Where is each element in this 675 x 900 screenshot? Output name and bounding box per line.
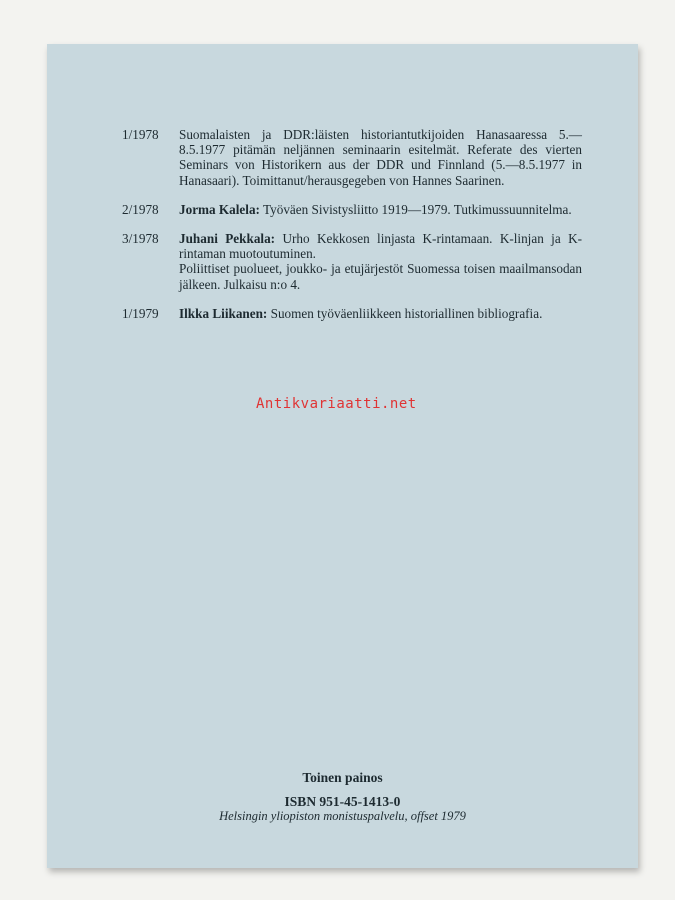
publication-series: Poliittiset puolueet, joukko- ja etujärjestöt Suomessa toisen maailmansodan jälkeen. Julkaisu n:o 4. [179,261,582,292]
printer-note: Helsingin yliopiston monistuspalvelu, offset 1979 [219,809,466,823]
publication-entry [122,231,582,292]
publication-number: 1/1978 [122,127,159,142]
isbn: ISBN 951-45-1413-0 [284,794,401,809]
publication-entry [122,306,582,321]
publication-author: Juhani Pekkala: [179,231,276,247]
publication-title: Urho Kekkosen linjasta K-rintamaan. K-linjan ja K-rintaman muotoutuminen. [179,231,582,262]
publication-number: 3/1978 [122,231,159,247]
publication-entry [122,127,582,188]
publication-number: 2/1978 [122,201,159,217]
publication-title: Työväen Sivistysliitto 1919—1979. Tutkimussuunnitelma. [263,201,572,217]
publication-list [122,127,582,335]
publication-number: 1/1979 [122,305,159,321]
watermark: Antikvariaatti.net [256,396,417,412]
back-cover [47,44,638,868]
publication-entry [122,202,582,217]
publication-title: Suomalaisten ja DDR:läisten historiantutkijoiden Hanasaaressa 5.—8.5.1977 pitämän neljännen seminaarin esitelmät. Referate des vierten Seminars von Historikern aus der DDR und Finnland (5.—8.5.1977 in Hanasaari). Toimittanut/herausgegeben von Hannes Saarinen. [179,127,582,188]
publication-title: Suomen työväenliikkeen historiallinen bibliografia. [270,305,543,321]
edition-note: Toinen painos [302,770,383,785]
publication-author: Ilkka Liikanen: [179,305,268,321]
publication-author: Jorma Kalela: [179,201,260,217]
